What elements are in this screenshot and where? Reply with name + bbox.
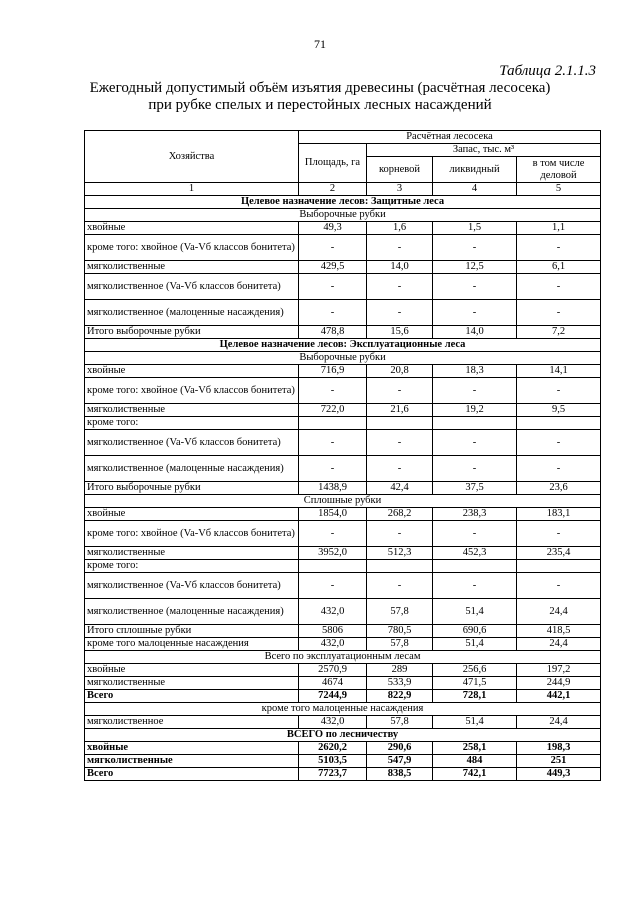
- liquid-stock-cell: 14,0: [433, 326, 517, 339]
- root-stock-cell: [367, 560, 433, 573]
- page-number: 71: [314, 37, 326, 51]
- area-cell: 7723,7: [299, 768, 367, 781]
- header-colnum-1: 1: [85, 183, 299, 196]
- row-label: мягколиственное (малоценные насаждения): [85, 599, 299, 625]
- row-label: мягколиственное (Va-Vб классов бонитета): [85, 573, 299, 599]
- root-stock-cell: 838,5: [367, 768, 433, 781]
- row-label: хвойные: [85, 664, 299, 677]
- header-colnum-4: 4: [433, 183, 517, 196]
- subsection-label: Выборочные рубки: [85, 352, 601, 365]
- liquid-stock-cell: -: [433, 274, 517, 300]
- table-row: [85, 365, 601, 378]
- table-row: [85, 768, 601, 781]
- table-row: [85, 521, 601, 547]
- root-stock-cell: -: [367, 274, 433, 300]
- table-row: [85, 638, 601, 651]
- table-row: [85, 690, 601, 703]
- liquid-stock-cell: -: [433, 235, 517, 261]
- business-stock-cell: 6,1: [517, 261, 601, 274]
- business-stock-cell: -: [517, 378, 601, 404]
- row-label: Всего: [85, 768, 299, 781]
- row-label: хвойные: [85, 508, 299, 521]
- header-liquid: ликвидный: [433, 157, 517, 183]
- section-header-row: [85, 729, 601, 742]
- root-stock-cell: 290,6: [367, 742, 433, 755]
- area-cell: 2570,9: [299, 664, 367, 677]
- area-cell: 478,8: [299, 326, 367, 339]
- liquid-stock-cell: 258,1: [433, 742, 517, 755]
- root-stock-cell: 1,6: [367, 222, 433, 235]
- row-label: мягколиственное (Va-Vб классов бонитета): [85, 430, 299, 456]
- business-stock-cell: 23,6: [517, 482, 601, 495]
- business-stock-cell: 1,1: [517, 222, 601, 235]
- liquid-stock-cell: -: [433, 378, 517, 404]
- area-cell: [299, 560, 367, 573]
- area-cell: -: [299, 573, 367, 599]
- liquid-stock-cell: 12,5: [433, 261, 517, 274]
- liquid-stock-cell: 690,6: [433, 625, 517, 638]
- subsection-header-row: [85, 651, 601, 664]
- table-row: [85, 417, 601, 430]
- root-stock-cell: 533,9: [367, 677, 433, 690]
- table-row: [85, 222, 601, 235]
- subsection-header-row: [85, 209, 601, 222]
- table-row: [85, 482, 601, 495]
- table-row: [85, 677, 601, 690]
- root-stock-cell: 289: [367, 664, 433, 677]
- table-row: [85, 456, 601, 482]
- table-body: [85, 196, 601, 781]
- row-label: Итого выборочные рубки: [85, 482, 299, 495]
- table-row: [85, 430, 601, 456]
- business-stock-cell: [517, 560, 601, 573]
- row-label: мягколиственные: [85, 755, 299, 768]
- liquid-stock-cell: -: [433, 521, 517, 547]
- root-stock-cell: -: [367, 456, 433, 482]
- area-cell: 432,0: [299, 599, 367, 625]
- header-farms: Хозяйства: [85, 131, 299, 183]
- root-stock-cell: 822,9: [367, 690, 433, 703]
- liquid-stock-cell: 51,4: [433, 716, 517, 729]
- row-label: мягколиственное (малоценные насаждения): [85, 456, 299, 482]
- root-stock-cell: 268,2: [367, 508, 433, 521]
- table-row: [85, 300, 601, 326]
- area-cell: [299, 417, 367, 430]
- row-label: мягколиственное (Va-Vб классов бонитета): [85, 274, 299, 300]
- root-stock-cell: 21,6: [367, 404, 433, 417]
- table-row: [85, 404, 601, 417]
- header-stock: Запас, тыс. м³: [367, 144, 601, 157]
- area-cell: -: [299, 521, 367, 547]
- table-row: [85, 599, 601, 625]
- business-stock-cell: -: [517, 235, 601, 261]
- section-header-row: [85, 196, 601, 209]
- area-cell: -: [299, 456, 367, 482]
- subsection-label: Выборочные рубки: [85, 209, 601, 222]
- business-stock-cell: 24,4: [517, 716, 601, 729]
- area-cell: 4674: [299, 677, 367, 690]
- root-stock-cell: -: [367, 573, 433, 599]
- row-label: кроме того: хвойное (Va-Vб классов бонитета): [85, 235, 299, 261]
- row-label: Итого выборочные рубки: [85, 326, 299, 339]
- business-stock-cell: -: [517, 300, 601, 326]
- root-stock-cell: -: [367, 235, 433, 261]
- harvest-volume-table: [84, 130, 601, 781]
- root-stock-cell: 57,8: [367, 599, 433, 625]
- area-cell: -: [299, 274, 367, 300]
- table-row: [85, 625, 601, 638]
- row-label: хвойные: [85, 365, 299, 378]
- root-stock-cell: -: [367, 300, 433, 326]
- liquid-stock-cell: 1,5: [433, 222, 517, 235]
- root-stock-cell: -: [367, 521, 433, 547]
- row-label: мягколиственные: [85, 261, 299, 274]
- root-stock-cell: [367, 417, 433, 430]
- liquid-stock-cell: [433, 560, 517, 573]
- liquid-stock-cell: -: [433, 573, 517, 599]
- section-label: Целевое назначение лесов: Эксплуатационные леса: [85, 339, 601, 352]
- business-stock-cell: 442,1: [517, 690, 601, 703]
- area-cell: 432,0: [299, 716, 367, 729]
- area-cell: 3952,0: [299, 547, 367, 560]
- business-stock-cell: 418,5: [517, 625, 601, 638]
- root-stock-cell: 547,9: [367, 755, 433, 768]
- business-stock-cell: 235,4: [517, 547, 601, 560]
- table-title: [0, 80, 640, 114]
- row-label: хвойные: [85, 742, 299, 755]
- row-label: мягколиственное (малоценные насаждения): [85, 300, 299, 326]
- liquid-stock-cell: 18,3: [433, 365, 517, 378]
- area-cell: 2620,2: [299, 742, 367, 755]
- business-stock-cell: -: [517, 521, 601, 547]
- area-cell: 49,3: [299, 222, 367, 235]
- business-stock-cell: -: [517, 274, 601, 300]
- row-label: Итого сплошные рубки: [85, 625, 299, 638]
- business-stock-cell: 14,1: [517, 365, 601, 378]
- subsection-header-row: [85, 703, 601, 716]
- liquid-stock-cell: -: [433, 300, 517, 326]
- liquid-stock-cell: 51,4: [433, 638, 517, 651]
- business-stock-cell: 251: [517, 755, 601, 768]
- table-row: [85, 742, 601, 755]
- subsection-header-row: [85, 495, 601, 508]
- table-row: [85, 508, 601, 521]
- table-title-line1: Ежегодный допустимый объём изъятия древесины (расчётная лесосека): [89, 80, 551, 96]
- row-label: мягколиственные: [85, 404, 299, 417]
- business-stock-cell: 197,2: [517, 664, 601, 677]
- liquid-stock-cell: 452,3: [433, 547, 517, 560]
- section-header-row: [85, 339, 601, 352]
- header-colnum-3: 3: [367, 183, 433, 196]
- header-business: в том числе деловой: [517, 157, 601, 183]
- area-cell: 1438,9: [299, 482, 367, 495]
- table-row: [85, 560, 601, 573]
- liquid-stock-cell: 37,5: [433, 482, 517, 495]
- table-row: [85, 235, 601, 261]
- liquid-stock-cell: 742,1: [433, 768, 517, 781]
- liquid-stock-cell: 471,5: [433, 677, 517, 690]
- liquid-stock-cell: -: [433, 456, 517, 482]
- table-row: [85, 573, 601, 599]
- row-label: мягколиственные: [85, 677, 299, 690]
- business-stock-cell: -: [517, 456, 601, 482]
- row-label: мягколиственные: [85, 547, 299, 560]
- liquid-stock-cell: 728,1: [433, 690, 517, 703]
- table-row: [85, 755, 601, 768]
- business-stock-cell: 9,5: [517, 404, 601, 417]
- row-label: кроме того:: [85, 560, 299, 573]
- row-label: мягколиственное: [85, 716, 299, 729]
- row-label: кроме того малоценные насаждения: [85, 638, 299, 651]
- area-cell: -: [299, 430, 367, 456]
- liquid-stock-cell: -: [433, 430, 517, 456]
- row-label: кроме того: хвойное (Va-Vб классов бонитета): [85, 378, 299, 404]
- area-cell: -: [299, 235, 367, 261]
- area-cell: 722,0: [299, 404, 367, 417]
- root-stock-cell: -: [367, 378, 433, 404]
- root-stock-cell: 780,5: [367, 625, 433, 638]
- liquid-stock-cell: 256,6: [433, 664, 517, 677]
- table-row: [85, 274, 601, 300]
- business-stock-cell: -: [517, 573, 601, 599]
- business-stock-cell: 244,9: [517, 677, 601, 690]
- business-stock-cell: 24,4: [517, 638, 601, 651]
- liquid-stock-cell: 51,4: [433, 599, 517, 625]
- subsection-header-row: [85, 352, 601, 365]
- area-cell: 432,0: [299, 638, 367, 651]
- root-stock-cell: 512,3: [367, 547, 433, 560]
- header-root: корневой: [367, 157, 433, 183]
- table-row: [85, 664, 601, 677]
- root-stock-cell: -: [367, 430, 433, 456]
- liquid-stock-cell: 238,3: [433, 508, 517, 521]
- area-cell: -: [299, 300, 367, 326]
- subsection-label: Сплошные рубки: [85, 495, 601, 508]
- table-title-line2: при рубке спелых и перестойных лесных насаждений: [148, 97, 492, 113]
- area-cell: 716,9: [299, 365, 367, 378]
- row-label: кроме того:: [85, 417, 299, 430]
- row-label: Всего: [85, 690, 299, 703]
- header-colnum-2: 2: [299, 183, 367, 196]
- header-area: Площадь, га: [299, 144, 367, 183]
- row-label: хвойные: [85, 222, 299, 235]
- root-stock-cell: 57,8: [367, 638, 433, 651]
- table-row: [85, 716, 601, 729]
- liquid-stock-cell: [433, 417, 517, 430]
- area-cell: 5806: [299, 625, 367, 638]
- area-cell: 5103,5: [299, 755, 367, 768]
- table-row: [85, 261, 601, 274]
- area-cell: 1854,0: [299, 508, 367, 521]
- section-label: ВСЕГО по лесничеству: [85, 729, 601, 742]
- root-stock-cell: 14,0: [367, 261, 433, 274]
- root-stock-cell: 57,8: [367, 716, 433, 729]
- liquid-stock-cell: 484: [433, 755, 517, 768]
- root-stock-cell: 15,6: [367, 326, 433, 339]
- liquid-stock-cell: 19,2: [433, 404, 517, 417]
- root-stock-cell: 42,4: [367, 482, 433, 495]
- business-stock-cell: -: [517, 430, 601, 456]
- area-cell: 7244,9: [299, 690, 367, 703]
- business-stock-cell: 183,1: [517, 508, 601, 521]
- business-stock-cell: 24,4: [517, 599, 601, 625]
- area-cell: -: [299, 378, 367, 404]
- table-number: Таблица 2.1.1.3: [499, 63, 596, 79]
- header-colnum-5: 5: [517, 183, 601, 196]
- business-stock-cell: [517, 417, 601, 430]
- subsection-label: кроме того малоценные насаждения: [85, 703, 601, 716]
- row-label: кроме того: хвойное (Va-Vб классов бонитета): [85, 521, 299, 547]
- table-row: [85, 326, 601, 339]
- subsection-label: Всего по эксплуатационным лесам: [85, 651, 601, 664]
- business-stock-cell: 198,3: [517, 742, 601, 755]
- business-stock-cell: 7,2: [517, 326, 601, 339]
- root-stock-cell: 20,8: [367, 365, 433, 378]
- header-estimated-cut: Расчётная лесосека: [299, 131, 601, 144]
- area-cell: 429,5: [299, 261, 367, 274]
- business-stock-cell: 449,3: [517, 768, 601, 781]
- table-row: [85, 378, 601, 404]
- table-row: [85, 547, 601, 560]
- section-label: Целевое назначение лесов: Защитные леса: [85, 196, 601, 209]
